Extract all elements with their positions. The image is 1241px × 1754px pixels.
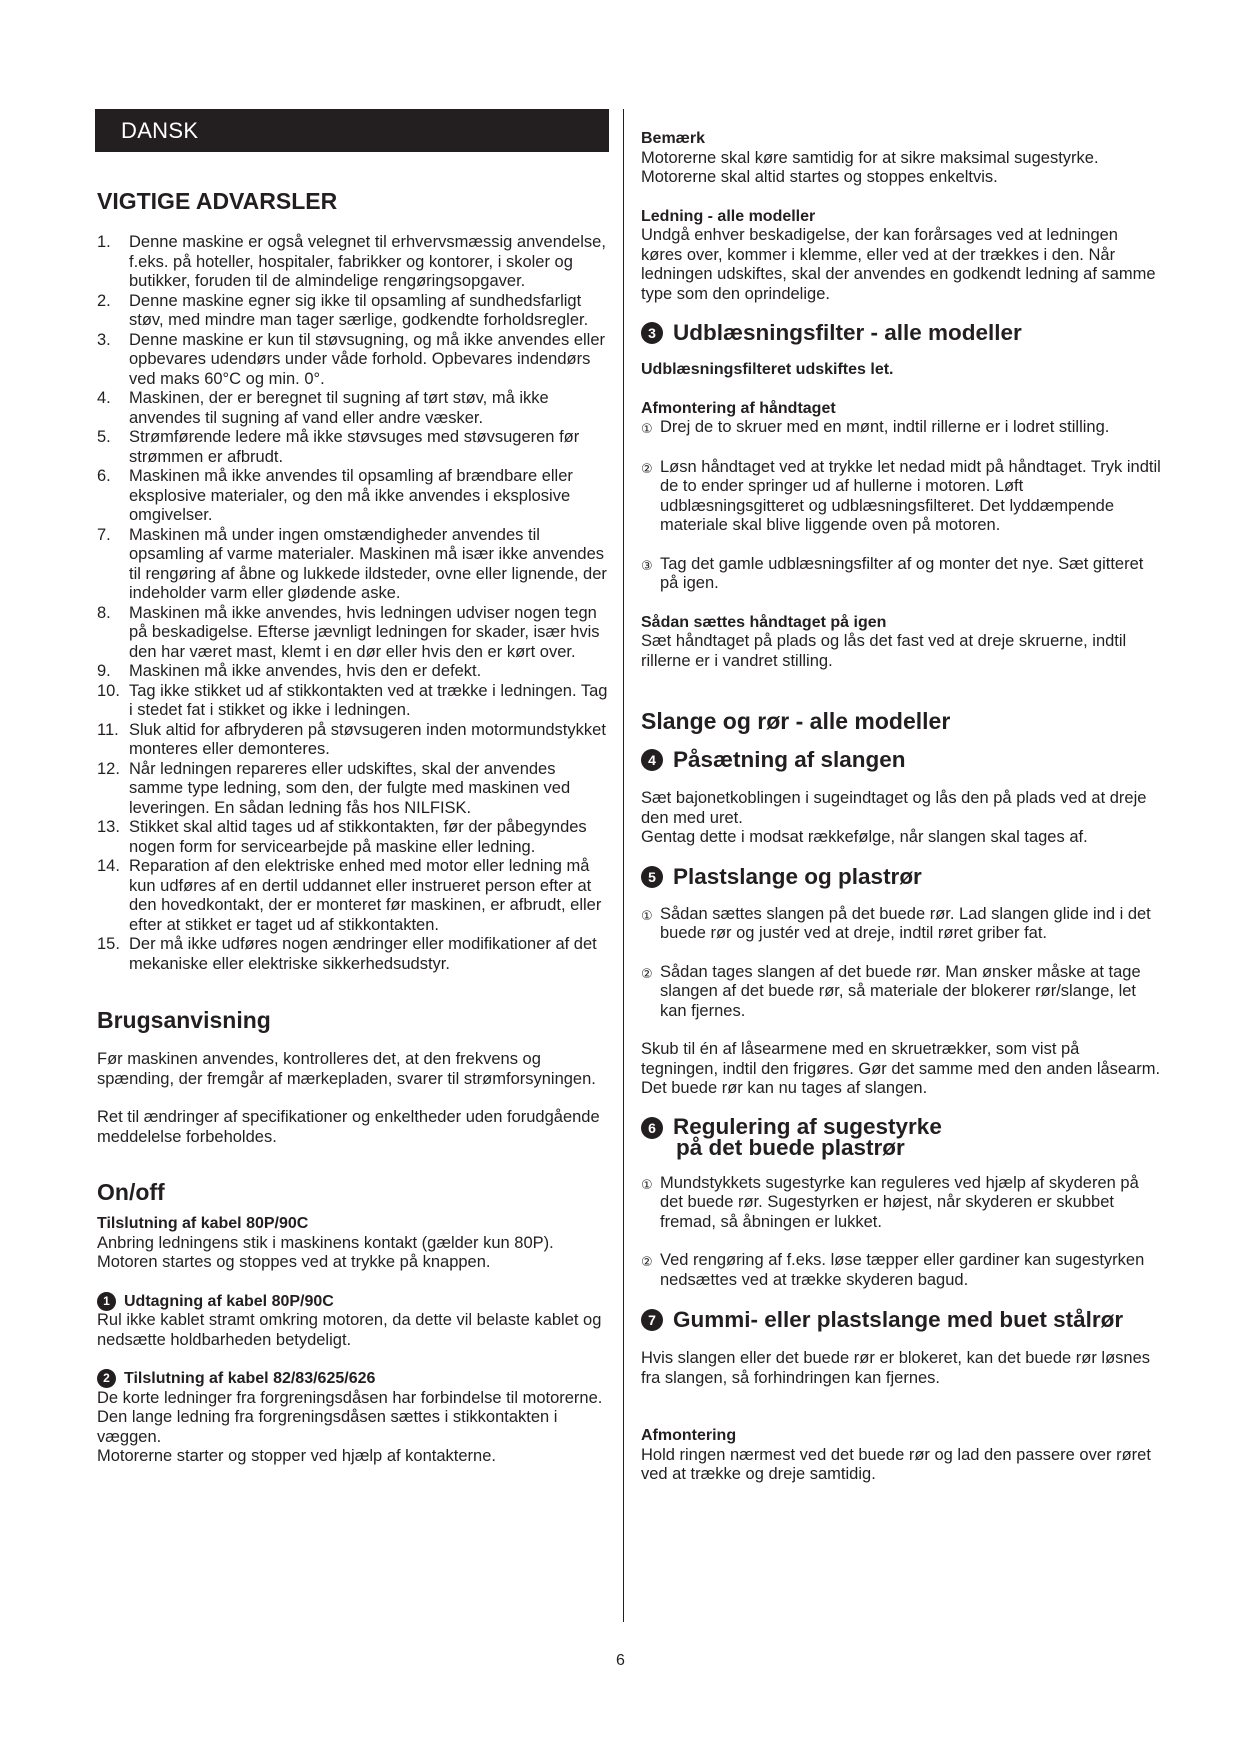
section-5-title [641,865,1161,889]
warning-item [97,428,612,467]
step-marker: ③ [641,557,653,573]
warning-item [97,857,612,935]
section-2-title [97,1369,612,1389]
step-text: Løsn håndtaget ved at trykke let nedad midt på håndtaget. Tryk indtil de to ender springer ud af hullerne i motoren. Løft udblæsningsgitteret og udblæsningsfilteret. Det lyddæmpende materiale skal blive liggende oven på motoren. [660,457,1161,534]
section-6-title [641,1113,1161,1160]
removal-text: Hold ringen nærmest ved det buede rør og lad den passere over røret ved at trække og dreje samtidig. [641,1445,1151,1483]
section-6-title-line-2: på det buede plastrør [676,1134,905,1160]
warning-text: Denne maskine er kun til støvsugning, og må ikke anvendes eller opbevares udendørs under våde forhold. Opbevares indendørs ved maks 60°C og min. 0°. [129,330,605,388]
section-4-title [641,748,1161,772]
onoff-text: Anbring ledningens stik i maskinens kontakt (gælder kun 80P). Motoren startes og stoppes ved at trykke på knappen. [97,1233,554,1271]
note-text: Motorerne skal køre samtidig for at sikre maksimal sugestyrke. Motorerne skal altid startes og stoppes enkeltvis. [641,148,1099,186]
warning-text: Denne maskine er også velegnet til erhvervsmæssig anvendelse, f.eks. på hoteller, hospitaler, fabrikker og kontorer, i skoler og butikker, foruden til de almindelige rengøringsopgaver. [129,233,606,290]
step-marker: ② [641,1254,653,1269]
warning-item [97,467,612,526]
step-3-badge: 3 [641,322,663,344]
step-7-badge: 7 [641,1309,663,1331]
step-item [641,458,1161,536]
warnings-title: VIGTIGE ADVARSLER [97,188,338,214]
section-2-text-2: Motorerne starter og stopper ved hjælp af kontakterne. [97,1447,496,1465]
brug-title: Brugsanvisning [97,1007,271,1033]
warning-item [97,721,612,760]
step-2-badge: 2 [97,1369,116,1388]
section-3-text-2: Sæt håndtaget på plads og lås det fast ved at dreje skruerne, indtil rillerne er i vandret stilling. [641,632,1127,670]
removal-title: Afmontering [641,1427,737,1444]
onoff-title: On/off [97,1179,165,1205]
page-number: 6 [616,1652,625,1669]
warning-text: Maskinen må ikke anvendes, hvis ledningen udviser nogen tegn på beskadigelse. Efterse jævnligt ledningen for skader, især hvis den har været mast, klemt i en dør eller hvis den er kørt over. [129,603,600,661]
step-item [641,1174,1161,1233]
section-3-title-text: Udblæsningsfilter - alle modeller [673,320,1022,345]
warnings-list [97,233,612,974]
step-6-badge: 6 [641,1117,663,1139]
step-marker: ② [641,460,653,476]
section-2-title-text: Tilslutning af kabel 82/83/625/626 [124,1370,376,1387]
section-1-text: Rul ikke kablet stramt omkring motoren, da dette vil belaste kablet og nedsætte holdbarheden betydeligt. [97,1311,602,1349]
section-2-text-1: De korte ledninger fra forgreningsdåsen har forbindelse til motorerne. Den lange ledning fra forgreningsdåsen sættes i stikkontakten i væggen. [97,1388,603,1446]
warning-text: Maskinen må under ingen omstændigheder anvendes til opsamling af varme materialer. Maskinen må især ikke anvendes til rengøring af åbne og lukkede ildsteder, ovne eller lignende, der indeholder varm eller glødende aske. [129,525,607,602]
warning-text: Denne maskine egner sig ikke til opsamling af sundhedsfarligt støv, med mindre man tager særlige, godkendte forholdsregler. [129,291,589,329]
warning-number: 7. [97,525,111,544]
warning-item [97,682,612,721]
warning-number: 12. [97,759,120,778]
warning-item [97,233,612,292]
brug-paragraph-2: Ret til ændringer af specifikationer og enkeltheder uden forudgående meddelelse forbeholdes. [97,1108,600,1146]
warning-item [97,818,612,857]
warning-text: Maskinen må ikke anvendes, hvis den er defekt. [129,662,482,680]
cord-title: Ledning - alle modeller [641,207,816,225]
right-column [641,129,1161,1485]
section-5-steps [641,905,1161,1022]
section-4-title-text: Påsætning af slangen [673,747,906,772]
section-7-text: Hvis slangen eller det buede rør er blokeret, kan det buede rør løsnes fra slangen, så forhindringen kan fjernes. [641,1349,1151,1387]
warning-item [97,604,612,663]
section-6-title-text [673,1113,942,1160]
step-item [641,905,1161,944]
step-marker: ① [641,421,653,436]
step-text: Sådan tages slangen af det buede rør. Man ønsker måske at tage slangen af det buede rør, så materiale der blokerer rør/slange, let kan fjernes. [660,962,1141,1020]
warning-item [97,662,612,682]
section-4-text-2: Gentag dette i modsat rækkefølge, når slangen skal tages af. [641,828,1088,846]
step-item [641,963,1161,1022]
step-text: Tag det gamle udblæsningsfilter af og monter det nye. Sæt gitteret på igen. [660,554,1144,592]
brug-paragraph-1: Før maskinen anvendes, kontrolleres det, at den frekvens og spænding, der fremgår af mærkepladen, svarer til strømforsyningen. [97,1050,596,1088]
note-title: Bemærk [641,130,706,147]
warning-item [97,526,612,604]
warning-number: 14. [97,857,120,875]
language-header: DANSK [95,109,609,152]
section-1-title [97,1292,612,1312]
section-3-subtitle: Afmontering af håndtaget [641,399,836,417]
column-divider [623,109,624,1622]
warning-text: Der må ikke udføres nogen ændringer eller modifikationer af det mekaniske eller elektriske sikkerhedsudstyr. [129,935,597,973]
left-column [97,187,612,1467]
cord-text: Undgå enhver beskadigelse, der kan forårsages ved at ledningen køres over, kommer i klemme, eller ved at der trækkes i den. Når ledningen udskiftes, skal der anvendes en godkendt ledning af samme type som den oprindelige. [641,226,1156,303]
warning-number: 6. [97,467,111,485]
section-6-title-line-1: Regulering af sugestyrke [673,1113,942,1139]
step-1-badge: 1 [97,1292,116,1311]
warning-number: 13. [97,818,120,836]
warning-text: Reparation af den elektriske enhed med motor eller ledning må kun udføres af en dertil uddannet eller instrueret person efter at den hovedkontakt, der er monteret før maskinen, er afbrudt, eller efter at stikket er taget ud af stikkontakten. [129,857,602,934]
step-marker: ① [641,907,653,923]
step-4-badge: 4 [641,749,663,771]
step-5-badge: 5 [641,866,663,888]
section-3-lead: Udblæsningsfilteret udskiftes let. [641,361,894,378]
warning-text: Når ledningen repareres eller udskiftes, skal der anvendes samme type ledning, som den, der fulgte med maskinen ved leveringen. En sådan ledning fås hos NILFISK. [129,759,571,817]
section-6-steps [641,1174,1161,1291]
warning-text: Maskinen, der er beregnet til sugning af tørt støv, må ikke anvendes til sugning af vand eller andre væsker. [129,389,549,427]
warning-number: 5. [97,428,111,446]
warning-text: Tag ikke stikket ud af stikkontakten ved at trække i ledningen. Tag i stedet fat i stikket og ikke i ledningen. [129,681,608,719]
warning-item [97,389,612,428]
step-text: Mundstykkets sugestyrke kan reguleres ved hjælp af skyderen på det buede rør. Sugestyrken er højest, når skyderen er skubbet fremad, så åbningen er lukket. [660,1173,1139,1231]
hose-section-title: Slange og rør - alle modeller [641,708,951,734]
step-item [641,1251,1161,1290]
step-text: Ved rengøring af f.eks. løse tæpper eller gardiner kan sugestyrken nedsættes ved at trække skyderen bagud. [660,1251,1145,1289]
warning-number: 15. [97,935,120,953]
warning-number: 3. [97,330,111,349]
warning-number: 4. [97,389,111,407]
warning-number: 10. [97,681,120,700]
warning-text: Maskinen må ikke anvendes til opsamling af brændbare eller eksplosive materialer, og den må ikke anvendes i eksplosive omgivelser. [129,467,573,524]
warning-text: Strømførende ledere må ikke støvsuges med støvsugeren før strømmen er afbrudt. [129,428,580,466]
warning-number: 11. [97,720,119,739]
step-marker: ② [641,965,653,981]
warning-number: 1. [97,233,111,251]
section-7-title [641,1308,1161,1332]
section-7-title-text: Gummi- eller plastslange med buet stålrør [673,1307,1124,1332]
warning-number: 8. [97,603,111,622]
step-marker: ① [641,1176,653,1192]
warning-number: 2. [97,291,111,310]
section-3-subtitle-2: Sådan sættes håndtaget på igen [641,613,887,631]
warning-item [97,292,612,331]
section-3-steps [641,418,1161,594]
warning-item [97,935,612,974]
step-text: Drej de to skruer med en mønt, indtil rillerne er i lodret stilling. [660,418,1110,436]
section-3-title [641,321,1161,345]
warning-number: 9. [97,662,111,680]
warning-text: Sluk altid for afbryderen på støvsugeren inden motormundstykket monteres eller demonteres. [129,720,606,758]
step-text: Sådan sættes slangen på det buede rør. Lad slangen glide ind i det buede rør og justér ved at dreje, indtil røret griber fat. [660,904,1151,942]
section-1-title-text: Udtagning af kabel 80P/90C [124,1292,334,1310]
section-5-title-text: Plastslange og plastrør [673,863,922,889]
step-item [641,418,1161,439]
section-5-text: Skub til én af låsearmene med en skruetrækker, som vist på tegningen, indtil den frigøres. Gør det samme med den anden låsearm. Det buede rør kan nu tages af slangen. [641,1040,1161,1097]
warning-text: Stikket skal altid tages ud af stikkontakten, før der påbegyndes nogen form for servicearbejde på maskine eller ledning. [129,818,587,856]
warning-item [97,760,612,819]
warning-item [97,331,612,390]
onoff-subtitle: Tilslutning af kabel 80P/90C [97,1215,309,1232]
step-item [641,555,1161,594]
section-4-text-1: Sæt bajonetkoblingen i sugeindtaget og lås den på plads ved at dreje den med uret. [641,789,1147,827]
